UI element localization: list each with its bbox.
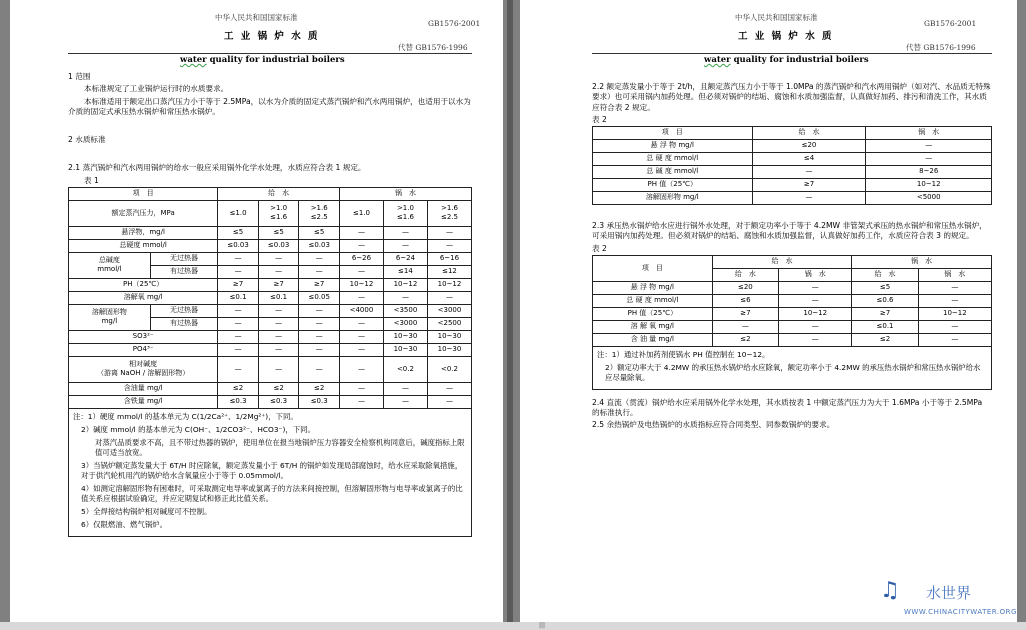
table-cell: — bbox=[339, 226, 383, 239]
table-cell: ≤5 bbox=[218, 226, 259, 239]
table-cell: 10~30 bbox=[383, 343, 427, 356]
table-cell: ≥7 bbox=[852, 307, 918, 320]
table-cell: — bbox=[339, 382, 383, 395]
table-cell: — bbox=[752, 166, 866, 179]
table-row bbox=[69, 291, 472, 304]
row-label: PH（25℃） bbox=[69, 278, 218, 291]
table-cell: — bbox=[752, 192, 866, 205]
section-1-title: 1 范围 bbox=[68, 72, 91, 81]
logo-url-text: WWW.CHINACITYWATER.ORG bbox=[904, 608, 1017, 616]
t1-cell: >1.0 ≤1.6 bbox=[383, 200, 427, 226]
table-cell: ≤2 bbox=[258, 382, 299, 395]
t1-cell: 有过热器 bbox=[150, 265, 218, 278]
table-cell: ≤4 bbox=[752, 153, 866, 166]
table-cell: ≤0.3 bbox=[299, 395, 340, 408]
table-cell: 10~30 bbox=[427, 330, 471, 343]
t3-sub-feed: 给 水 bbox=[852, 268, 918, 281]
t3-sub-feed: 给 水 bbox=[712, 268, 778, 281]
table-row bbox=[593, 153, 992, 166]
table-row bbox=[69, 278, 472, 291]
t1-note: 3）当锅炉额定蒸发量大于 6T/H 时应除氧，额定蒸发量小于 6T/H 的锅炉如发现局部腐蚀时，给水应采取除氧措施，对于供汽轮机用汽的锅炉给水含氧量应小于等于 0.05mmol/l。 bbox=[81, 460, 463, 480]
header-rule bbox=[592, 53, 992, 54]
table-3 bbox=[592, 255, 992, 347]
document-page-right bbox=[520, 0, 1017, 622]
table-cell: — bbox=[258, 343, 299, 356]
table-cell: — bbox=[383, 382, 427, 395]
t1-rel-alk-label: 相对碱度 （游离 NaOH / 溶解固形物） bbox=[69, 356, 218, 382]
section-2-3: 2.3 承压热水锅炉给水应进行锅外水处理，对于额定功率小于等于 4.2MW 非管架式承压的热水锅炉和常压热水锅炉，可采用锅内加药处理。但必须对锅炉的结垢、腐蚀和水质加强监督，认真做好加药工作，水质应符合表 3 的规定。 bbox=[592, 221, 987, 241]
table-3-caption: 表 2 bbox=[592, 243, 607, 253]
table-cell: — bbox=[779, 281, 852, 294]
table-row bbox=[593, 320, 992, 333]
t1-cell: ≤1.0 bbox=[218, 200, 259, 226]
table-cell: — bbox=[299, 343, 340, 356]
table-cell: — bbox=[299, 330, 340, 343]
row-label: 含 油 量 mg/l bbox=[593, 333, 713, 346]
table-row bbox=[593, 140, 992, 153]
row-label: 溶解固形物 mg/l bbox=[593, 192, 753, 205]
row-label: 溶解氧 mg/l bbox=[69, 291, 218, 304]
table-cell: 10~12 bbox=[779, 307, 852, 320]
table-row bbox=[69, 226, 472, 239]
row-label: 总硬度 mmol/l bbox=[69, 239, 218, 252]
document-page-left bbox=[10, 0, 503, 622]
section-2-2: 2.2 额定蒸发量小于等于 2t/h，且额定蒸汽压力小于等于 1.0MPa 的蒸汽锅炉和汽水两用锅炉（如对汽、水品质无特殊要求）也可采用锅内加药处理。但必须对锅炉的结垢、腐蚀和水质加强监督，认真做好加药、排污和清洗工作，其水质应符合表 2 规定。 bbox=[592, 82, 991, 112]
row-label: PH 值（25℃） bbox=[593, 307, 713, 320]
table-cell: 10~12 bbox=[866, 179, 992, 192]
table-cell: ≤0.3 bbox=[258, 395, 299, 408]
table-row bbox=[593, 294, 992, 307]
t1-note: 2）碱度 mmol/l 的基本单元为 C(OH⁻、1/2CO3²⁻、HCO3⁻)，下同。 bbox=[81, 424, 315, 434]
table-cell: ≤0.6 bbox=[852, 294, 918, 307]
table-3-notes bbox=[592, 347, 992, 390]
table-cell: ≤2 bbox=[218, 382, 259, 395]
right-body bbox=[592, 82, 992, 432]
t1-note: 5）全焊接结构锅炉相对碱度可不控制。 bbox=[81, 506, 212, 516]
table-cell: ≤0.03 bbox=[258, 239, 299, 252]
t1-note: 6）仅限燃油、燃气锅炉。 bbox=[81, 519, 168, 529]
table-cell: ≤6 bbox=[712, 294, 778, 307]
section-2-1: 2.1 蒸汽锅炉和汽水两用锅炉的给水一般应采用锅外化学水处理，水质应符合表 1 规定。 bbox=[68, 163, 366, 173]
t1-cell: 无过热器 bbox=[150, 304, 218, 317]
table-cell: — bbox=[712, 320, 778, 333]
table-row bbox=[69, 330, 472, 343]
table-row bbox=[593, 179, 992, 192]
t1-header-feed: 给 水 bbox=[218, 187, 340, 200]
row-label: 悬 浮 物 mg/l bbox=[593, 140, 753, 153]
table-cell: — bbox=[427, 291, 471, 304]
table-cell: 10~12 bbox=[383, 278, 427, 291]
table-cell: — bbox=[339, 291, 383, 304]
table-row bbox=[593, 307, 992, 320]
table-cell: 8~26 bbox=[866, 166, 992, 179]
table-1: 项 目 给 水 锅 水 额定蒸汽压力，MPa ≤1.0 >1.0 ≤1.6 >1.6 ≤2.5 ≤1.0 >1.0 ≤1.6 >1.6 ≤2.5 悬浮物，mg/l ≤5 ≤5 ≤5 — — — 总硬度 mmol/l ≤0.03 ≤0.03 ≤0.03 — — — 总碱度 mmol/l 无过热器 — — — 6~26 6~24 6~16 有过热器 — — — — ≤14 ≤12 PH（25℃） ≥7 ≥7 ≥7 10~12 10~12 10~12 溶解氧 mg/l ≤0.1 ≤0.1 ≤0.05 — — — 溶解固形物 mg/l 无过热器 — — — <4000 <3500 <3000 有过热器 — — — — <3000 <2500 SO3²⁻ — — — — 10~30 10~30 PO4³⁻ — — — — 10~30 10~30 相对碱度 （游离 NaOH / 溶解固形物） — — — — <0.2 <0.2 含油量 mg/l ≤2 ≤2 ≤2 — — — 含铁量 mg/l ≤0.3 ≤0.3 ≤0.3 — — — bbox=[68, 187, 472, 409]
table-cell: ≥7 bbox=[752, 179, 866, 192]
row-label: 溶 解 氧 mg/l bbox=[593, 320, 713, 333]
table-cell: — bbox=[918, 294, 991, 307]
section-1-para-1: 本标准规定了工业锅炉运行时的水质要求。 bbox=[84, 84, 229, 94]
table-cell: ≤0.1 bbox=[852, 320, 918, 333]
spell-marked-word: water bbox=[704, 55, 731, 65]
table-cell: ≤2 bbox=[299, 382, 340, 395]
table-cell: — bbox=[258, 330, 299, 343]
section-2-5: 2.5 余热锅炉及电热锅炉的水质指标应符合同类型、同参数锅炉的要求。 bbox=[592, 420, 835, 430]
table-row bbox=[593, 166, 992, 179]
table-row bbox=[593, 281, 992, 294]
header-rule bbox=[68, 53, 472, 54]
table-cell: ≤0.1 bbox=[218, 291, 259, 304]
row-label: PO4³⁻ bbox=[69, 343, 218, 356]
table-cell: — bbox=[427, 382, 471, 395]
row-label: SO3²⁻ bbox=[69, 330, 218, 343]
t3-note: 注：1）通过补加药剂使锅水 PH 值控制在 10~12。 bbox=[597, 349, 770, 359]
row-label: 总 硬 度 mmol/l bbox=[593, 153, 753, 166]
t1-cell: >1.6 ≤2.5 bbox=[299, 200, 340, 226]
table-cell: ≤5 bbox=[258, 226, 299, 239]
t3-sub-boiler: 锅 水 bbox=[918, 268, 991, 281]
t1-cell: >1.6 ≤2.5 bbox=[427, 200, 471, 226]
table-row bbox=[593, 333, 992, 346]
t1-tds-label: 溶解固形物 mg/l bbox=[69, 304, 151, 330]
row-label: 总 碱 度 mmol/l bbox=[593, 166, 753, 179]
table-cell: — bbox=[339, 395, 383, 408]
table-cell: — bbox=[383, 291, 427, 304]
table-cell: ≥7 bbox=[258, 278, 299, 291]
t1-cell: 无过热器 bbox=[150, 252, 218, 265]
replace-standard: 代替 GB1576-1996 bbox=[906, 43, 976, 52]
table-cell: — bbox=[779, 294, 852, 307]
table-cell: — bbox=[918, 320, 991, 333]
table-row bbox=[69, 343, 472, 356]
table-cell: ≤0.03 bbox=[299, 239, 340, 252]
english-title: water quality for industrial boilers bbox=[704, 55, 869, 65]
table-cell: — bbox=[427, 239, 471, 252]
t1-header-item: 项 目 bbox=[69, 187, 218, 200]
table-cell: ≥7 bbox=[712, 307, 778, 320]
english-title: water quality for industrial boilers bbox=[180, 55, 345, 65]
table-row bbox=[69, 395, 472, 408]
table-cell: — bbox=[383, 395, 427, 408]
water-drop-logo-icon: ♫ bbox=[880, 578, 900, 603]
t1-note: 注：1）硬度 mmol/l 的基本单元为 C(1/2Ca²⁺、1/2Mg²⁺)，下同。 bbox=[73, 411, 298, 421]
table-cell: 10~30 bbox=[427, 343, 471, 356]
document-title: 工 业 锅 炉 水 质 bbox=[738, 31, 834, 42]
page-divider bbox=[507, 0, 513, 630]
table-cell: — bbox=[866, 153, 992, 166]
t3-sub-boiler: 锅 水 bbox=[779, 268, 852, 281]
left-body bbox=[68, 72, 472, 537]
table-cell: ≤0.05 bbox=[299, 291, 340, 304]
standard-org: 中华人民共和国国家标准 bbox=[735, 13, 818, 22]
table-cell: — bbox=[779, 320, 852, 333]
logo-brand-text: 水世界 bbox=[926, 584, 972, 602]
table-cell: — bbox=[339, 239, 383, 252]
table-cell: — bbox=[339, 330, 383, 343]
table-cell: ≤0.03 bbox=[218, 239, 259, 252]
horizontal-scrollbar[interactable] bbox=[0, 622, 1026, 630]
table-cell: — bbox=[218, 330, 259, 343]
table-cell: ≤20 bbox=[712, 281, 778, 294]
section-2-title: 2 水质标准 bbox=[68, 135, 106, 144]
table-cell: — bbox=[779, 333, 852, 346]
t2-header-item: 项 目 bbox=[593, 127, 753, 140]
table-row bbox=[69, 239, 472, 252]
table-cell: ≤0.3 bbox=[218, 395, 259, 408]
table-cell: 10~12 bbox=[339, 278, 383, 291]
table-cell: ≥7 bbox=[299, 278, 340, 291]
document-title: 工 业 锅 炉 水 质 bbox=[224, 31, 320, 42]
table-1-caption: 表 1 bbox=[84, 175, 99, 185]
scrollbar-grip[interactable]: ||| bbox=[538, 622, 546, 629]
table-cell: ≤5 bbox=[852, 281, 918, 294]
t1-cell: ≤1.0 bbox=[339, 200, 383, 226]
standard-org: 中华人民共和国国家标准 bbox=[215, 13, 298, 22]
row-label: 悬 浮 物 mg/l bbox=[593, 281, 713, 294]
table-cell: ≤2 bbox=[852, 333, 918, 346]
t3-header-item: 项 目 bbox=[593, 255, 713, 281]
table-cell: — bbox=[218, 343, 259, 356]
table-cell: — bbox=[427, 395, 471, 408]
watermark-logo bbox=[880, 578, 1020, 620]
table-cell: — bbox=[383, 239, 427, 252]
standard-number: GB1576-2001 bbox=[428, 19, 481, 28]
t1-cell: 有过热器 bbox=[150, 317, 218, 330]
table-cell: — bbox=[339, 343, 383, 356]
table-cell: 10~12 bbox=[427, 278, 471, 291]
table-1-notes bbox=[68, 409, 472, 537]
t2-header-feed: 给 水 bbox=[752, 127, 866, 140]
row-label: PH 值（25℃） bbox=[593, 179, 753, 192]
table-cell: 10~12 bbox=[918, 307, 991, 320]
table-2 bbox=[592, 126, 992, 205]
spell-marked-word: water bbox=[180, 55, 207, 65]
table-cell: — bbox=[866, 140, 992, 153]
table-2-caption: 表 2 bbox=[592, 114, 607, 124]
table-row bbox=[593, 192, 992, 205]
section-1-para-2: 本标准适用于额定出口蒸汽压力小于等于 2.5MPa，以水为介质的固定式蒸汽锅炉和汽水两用锅炉，也适用于以水为介质的固定式承压热水锅炉和常压热水锅炉。 bbox=[68, 96, 471, 116]
table-row bbox=[69, 382, 472, 395]
table-cell: — bbox=[383, 226, 427, 239]
t2-header-boiler: 锅 水 bbox=[866, 127, 992, 140]
row-label: 含油量 mg/l bbox=[69, 382, 218, 395]
t1-alk-label: 总碱度 mmol/l bbox=[69, 252, 151, 278]
row-label: 含铁量 mg/l bbox=[69, 395, 218, 408]
replace-standard: 代替 GB1576-1996 bbox=[398, 43, 468, 52]
row-label: 悬浮物，mg/l bbox=[69, 226, 218, 239]
t1-note: 对蒸汽品质要求不高，且不带过热器的锅炉，使用单位在报当地锅炉压力容器安全检察机构同意后，碱度指标上限值可适当放宽。 bbox=[95, 437, 465, 457]
t1-note: 4）如测定溶解固形物有困难时，可采取测定电导率或氯离子的方法来间接控制，但溶解固形物与电导率或氯离子的比值关系应根据试验确定，并应定期复试和修正此比值关系。 bbox=[81, 483, 463, 503]
table-cell: 10~30 bbox=[383, 330, 427, 343]
table-cell: ≤20 bbox=[752, 140, 866, 153]
section-2-4: 2.4 直流（贯流）锅炉给水应采用锅外化学水处理，其水质按表 1 中额定蒸汽压力为大于 1.6MPa 小于等于 2.5MPa 的标准执行。 bbox=[592, 397, 983, 417]
t1-cell: >1.0 ≤1.6 bbox=[258, 200, 299, 226]
table-cell: ≤0.1 bbox=[258, 291, 299, 304]
row-label: 总 硬 度 mmol/l bbox=[593, 294, 713, 307]
table-cell: — bbox=[918, 281, 991, 294]
table-cell: — bbox=[918, 333, 991, 346]
t3-header-group-2: 锅 水 bbox=[852, 255, 992, 268]
table-cell: ≤5 bbox=[299, 226, 340, 239]
t1-header-boiler: 锅 水 bbox=[339, 187, 471, 200]
standard-number: GB1576-2001 bbox=[924, 19, 977, 28]
t3-note: 2）额定功率大于 4.2MW 的承压热水锅炉给水应除氧，额定功率小于 4.2MW 的承压热水锅炉和常压热水锅炉给水应尽量除氧。 bbox=[605, 362, 981, 382]
t3-header-group-1: 给 水 bbox=[712, 255, 852, 268]
table-cell: <5000 bbox=[866, 192, 992, 205]
table-cell: — bbox=[427, 226, 471, 239]
table-cell: ≥7 bbox=[218, 278, 259, 291]
t1-pressure-label: 额定蒸汽压力，MPa bbox=[69, 200, 218, 226]
table-cell: ≤2 bbox=[712, 333, 778, 346]
